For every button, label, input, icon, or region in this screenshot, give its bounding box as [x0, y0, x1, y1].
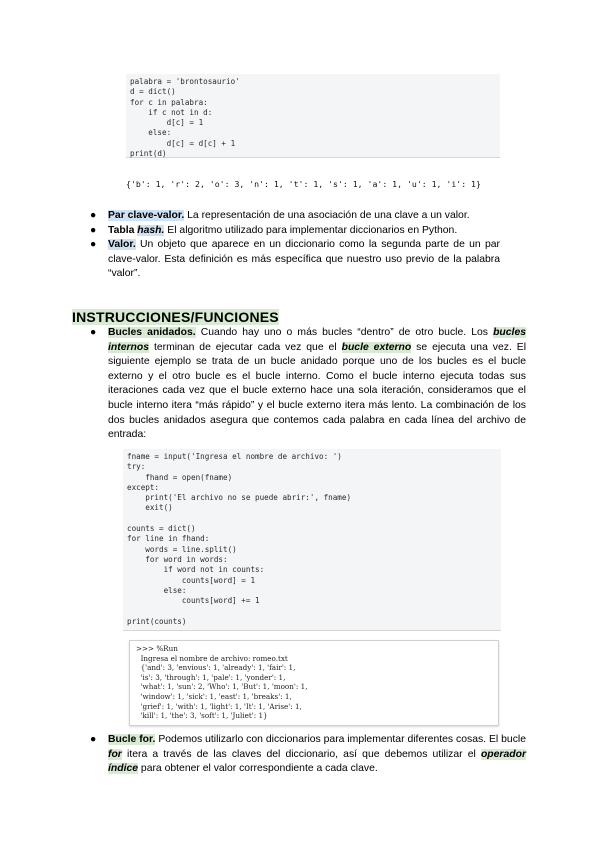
code-line: counts[word] += 1 — [127, 596, 260, 606]
list-item — [90, 209, 500, 224]
code-line: for c in palabra: — [130, 97, 208, 107]
code-line: exit() — [127, 503, 173, 513]
term-bucles-anidados: Bucles anidados. — [108, 327, 196, 338]
code-line: print('El archivo no se puede abrir:', fname) — [127, 493, 352, 503]
code-line: counts = dict() — [127, 524, 196, 534]
terminal-line: Ingresa el nombre de archivo: romeo.txt — [136, 653, 288, 663]
definitions-list — [90, 209, 500, 282]
code-block-brontosaurio — [126, 74, 500, 158]
term-par-clave-valor: Par clave-valor. — [108, 210, 185, 221]
code-line: fhand = open(fname) — [127, 472, 233, 482]
definition-text: La representación de una asociación de una clave a un valor. — [184, 210, 470, 221]
list-item — [90, 326, 527, 443]
definition-text: El algoritmo utilizado para implementar diccionarios en Python. — [164, 224, 458, 236]
code-line — [127, 514, 497, 524]
term-bucle-for: Bucle for. — [108, 734, 156, 745]
code-line: d = dict() — [130, 87, 176, 97]
paragraph-text: Cuando hay uno o más bucles “dentro” de otro bucle. Los — [195, 327, 494, 338]
code-block-counts — [123, 449, 501, 631]
terminal-output — [129, 640, 499, 726]
terminal-line: 'window': 1, 'sick': 1, 'east': 1, 'breaks': 1, — [136, 691, 292, 701]
code-line: if word not in counts: — [127, 565, 265, 575]
terminal-line: 'kill': 1, 'the': 3, 'soft': 1, 'Juliet': 1} — [136, 711, 268, 721]
code-line: d[c] = 1 — [130, 118, 204, 128]
instructions-list — [90, 326, 527, 443]
code-output: {'b': 1, 'r': 2, 'o': 3, 'n': 1, 't': 1, 's': 1, 'a': 1, 'u': 1, 'i': 1} — [126, 179, 481, 189]
code-line: d[c] = d[c] + 1 — [130, 138, 236, 148]
code-line: try: — [127, 462, 146, 472]
instructions-list-for — [90, 733, 526, 777]
paragraph-text: terminan de ejecutar cada vez que el — [149, 341, 342, 353]
bullet-icon: ● — [90, 734, 97, 745]
terminal-line: 'what': 1, 'sun': 2, 'Who': 1, 'But': 1, 'moon': 1, — [136, 682, 308, 692]
terminal-line: 'is': 3, 'through': 1, 'pale': 1, 'yonder': 1, — [136, 672, 286, 682]
code-line: fname = input('Ingresa el nombre de archivo: ') — [127, 452, 342, 461]
code-line: palabra = 'brontosaurio' — [130, 77, 240, 86]
code-line: words = line.split() — [127, 544, 237, 554]
code-line: except: — [127, 482, 160, 492]
code-line: else: — [130, 128, 172, 138]
code-line: else: — [127, 585, 187, 595]
code-line — [127, 606, 497, 616]
term-hash: hash. — [137, 224, 165, 236]
definition-text: Un objeto que aparece en un diccionario como la segunda parte de un par clave-valor. Esta definición es más específica que nuestro uso previo de la palabra “valor”. — [108, 239, 500, 280]
code-line: counts[word] = 1 — [127, 575, 256, 585]
section-heading: INSTRUCCIONES/FUNCIONES — [72, 309, 279, 325]
paragraph-text: para obtener el valor correspondiente a cada clave. — [138, 763, 378, 775]
term-bucles-internos: bucles internos — [108, 327, 526, 353]
list-item — [90, 238, 500, 282]
bullet-icon: ● — [90, 224, 97, 236]
code-line: if c not in d: — [130, 107, 213, 117]
term-bucle-externo: bucle externo — [341, 341, 412, 353]
terminal-line: 'grief': 1, 'with': 1, 'light': 1, 'It': 1, 'Arise': 1, — [136, 701, 302, 711]
paragraph-text: itera a través de las claves del diccionario, así que debemos utilizar el — [121, 748, 481, 760]
terminal-line: >>> %Run — [136, 644, 178, 653]
term-valor: Valor. — [108, 239, 136, 251]
bullet-icon: ● — [90, 210, 97, 221]
list-item — [90, 733, 526, 777]
code-line: print(d) — [130, 149, 167, 159]
term-operador-indice: operador índice — [108, 748, 526, 775]
terminal-line: {'and': 3, 'envious': 1, 'already': 1, 'fair': 1, — [136, 663, 296, 673]
paragraph-text: Podemos utilizarlo con diccionarios para implementar diferentes cosas. El bucle — [155, 734, 526, 745]
bullet-icon: ● — [90, 239, 97, 251]
term-for: for — [108, 748, 122, 760]
bullet-icon: ● — [90, 327, 97, 338]
paragraph-text: se ejecuta una vez. El siguiente ejemplo se trata de un bucle anidado porque uno de los bucles es el bucle externo y el otro bucle es el bucle interno. Como el bucle interno ejecuta todas sus iteraciones cada vez que el bucle externo hace una sola iteración, consideramos que el bucle interno itera “más rápido” y el bucle externo itera más lento. La combinación de los dos bucles anidados asegura que contemos cada palabra en cada línea del archivo de entrada: — [108, 341, 527, 441]
code-line: print(counts) — [127, 616, 187, 626]
code-line: for word in words: — [127, 554, 228, 564]
list-item — [90, 224, 500, 239]
term-prefix: Tabla — [108, 224, 138, 236]
code-line: for line in fhand: — [127, 534, 210, 544]
